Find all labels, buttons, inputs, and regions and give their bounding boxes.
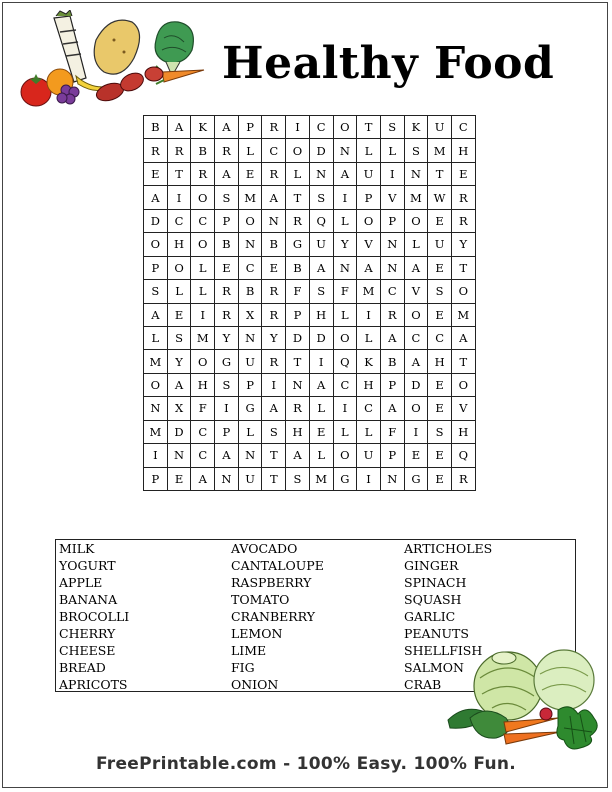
grid-cell: A xyxy=(380,326,404,349)
grid-cell: I xyxy=(357,467,381,490)
grid-cell: L xyxy=(286,162,310,185)
grid-cell: E xyxy=(167,467,191,490)
grid-cell: C xyxy=(404,326,428,349)
grid-cell: C xyxy=(262,139,286,162)
grid-cell: I xyxy=(333,397,357,420)
grid-cell: E xyxy=(238,162,262,185)
grid-cell: B xyxy=(380,350,404,373)
grid-cell: E xyxy=(262,256,286,279)
grid-cell: L xyxy=(238,139,262,162)
grid-cell: L xyxy=(309,397,333,420)
grid-cell: P xyxy=(144,467,168,490)
grid-cell: B xyxy=(144,116,168,139)
grid-cell: C xyxy=(191,209,215,232)
grid-row xyxy=(144,233,476,256)
grid-cell: K xyxy=(357,350,381,373)
word-list-item: BREAD xyxy=(59,660,106,675)
grid-cell: C xyxy=(333,373,357,396)
grid-cell: A xyxy=(167,373,191,396)
grid-cell: V xyxy=(404,280,428,303)
grid-cell: R xyxy=(215,303,239,326)
grid-cell: N xyxy=(404,162,428,185)
grid-cell: E xyxy=(167,303,191,326)
grid-cell: I xyxy=(144,444,168,467)
grid-cell: L xyxy=(357,420,381,443)
grid-cell: A xyxy=(167,116,191,139)
grid-cell: M xyxy=(451,303,475,326)
grid-cell: M xyxy=(357,280,381,303)
grid-cell: P xyxy=(238,373,262,396)
grid-cell: C xyxy=(191,444,215,467)
grid-cell: L xyxy=(357,326,381,349)
grid-cell: I xyxy=(357,303,381,326)
grid-cell: R xyxy=(215,139,239,162)
grid-cell: F xyxy=(191,397,215,420)
word-list-item: FIG xyxy=(231,660,255,675)
word-list-item: YOGURT xyxy=(59,558,116,573)
grid-cell: O xyxy=(191,350,215,373)
grid-cell: O xyxy=(404,209,428,232)
grid-cell: L xyxy=(191,256,215,279)
grid-cell: H xyxy=(451,420,475,443)
grid-cell: S xyxy=(309,280,333,303)
grid-cell: T xyxy=(262,444,286,467)
grid-cell: M xyxy=(144,420,168,443)
grid-cell: P xyxy=(357,186,381,209)
food-clipart-icon xyxy=(14,10,214,115)
grid-cell: V xyxy=(380,186,404,209)
word-list-item: LIME xyxy=(231,643,267,658)
word-list-item: TOMATO xyxy=(231,592,290,607)
grid-cell: O xyxy=(451,280,475,303)
grid-cell: E xyxy=(428,467,452,490)
grid-cell: P xyxy=(380,373,404,396)
grid-cell: B xyxy=(286,256,310,279)
grid-cell: G xyxy=(333,467,357,490)
grid-row xyxy=(144,162,476,185)
grid-cell: R xyxy=(451,186,475,209)
grid-cell: S xyxy=(380,116,404,139)
grid-cell: A xyxy=(357,256,381,279)
grid-cell: O xyxy=(357,209,381,232)
grid-cell: A xyxy=(191,467,215,490)
grid-cell: R xyxy=(286,209,310,232)
grid-cell: N xyxy=(262,209,286,232)
page-title: Healthy Food xyxy=(222,38,555,89)
grid-cell: T xyxy=(286,350,310,373)
word-list-item: CHERRY xyxy=(59,626,116,641)
grid-cell: L xyxy=(380,139,404,162)
grid-cell: C xyxy=(309,116,333,139)
grid-cell: A xyxy=(309,256,333,279)
grid-row xyxy=(144,139,476,162)
grid-cell: I xyxy=(309,350,333,373)
word-list-item: RASPBERRY xyxy=(231,575,312,590)
grid-cell: D xyxy=(144,209,168,232)
grid-cell: H xyxy=(191,373,215,396)
grid-cell: L xyxy=(333,303,357,326)
grid-cell: N xyxy=(238,326,262,349)
grid-cell: D xyxy=(286,326,310,349)
grid-cell: U xyxy=(238,467,262,490)
grid-cell: D xyxy=(309,139,333,162)
grid-cell: I xyxy=(404,420,428,443)
grid-cell: L xyxy=(167,280,191,303)
grid-cell: S xyxy=(144,280,168,303)
grid-cell: Y xyxy=(333,233,357,256)
grid-cell: B xyxy=(191,139,215,162)
grid-row xyxy=(144,209,476,232)
grid-cell: E xyxy=(309,420,333,443)
grid-cell: A xyxy=(215,162,239,185)
grid-cell: S xyxy=(309,186,333,209)
grid-cell: G xyxy=(286,233,310,256)
grid-cell: E xyxy=(428,209,452,232)
grid-cell: E xyxy=(428,303,452,326)
grid-cell: A xyxy=(262,186,286,209)
grid-cell: S xyxy=(167,326,191,349)
grid-cell: I xyxy=(286,116,310,139)
grid-cell: O xyxy=(333,444,357,467)
word-list-item: SHELLFISH xyxy=(404,643,483,658)
grid-cell: A xyxy=(404,350,428,373)
grid-cell: S xyxy=(404,139,428,162)
grid-cell: C xyxy=(380,280,404,303)
grid-cell: S xyxy=(286,467,310,490)
grid-row xyxy=(144,326,476,349)
grid-cell: N xyxy=(309,162,333,185)
grid-cell: T xyxy=(262,467,286,490)
grid-cell: T xyxy=(428,162,452,185)
word-list-item: ARTICHOLES xyxy=(404,541,493,556)
word-list-column-2 xyxy=(231,540,324,693)
grid-cell: U xyxy=(428,233,452,256)
grid-cell: B xyxy=(215,233,239,256)
grid-cell: H xyxy=(428,350,452,373)
grid-cell: O xyxy=(144,373,168,396)
grid-cell: U xyxy=(428,116,452,139)
grid-row xyxy=(144,373,476,396)
grid-row xyxy=(144,467,476,490)
grid-cell: R xyxy=(215,280,239,303)
grid-cell: R xyxy=(262,280,286,303)
grid-row xyxy=(144,444,476,467)
grid-cell: P xyxy=(215,420,239,443)
grid-cell: N xyxy=(215,467,239,490)
grid-cell: B xyxy=(262,233,286,256)
grid-cell: C xyxy=(451,116,475,139)
grid-cell: H xyxy=(309,303,333,326)
grid-cell: N xyxy=(144,397,168,420)
grid-cell: S xyxy=(428,280,452,303)
grid-cell: R xyxy=(286,397,310,420)
grid-cell: H xyxy=(357,373,381,396)
grid-cell: D xyxy=(404,373,428,396)
grid-cell: I xyxy=(333,186,357,209)
grid-cell: N xyxy=(333,139,357,162)
word-search-grid xyxy=(143,115,476,491)
grid-cell: O xyxy=(144,233,168,256)
word-list-item: CANTALOUPE xyxy=(231,558,324,573)
word-list-item: LEMON xyxy=(231,626,283,641)
grid-cell: F xyxy=(333,280,357,303)
grid-cell: C xyxy=(428,326,452,349)
grid-cell: Y xyxy=(451,233,475,256)
word-list-item: AVOCADO xyxy=(231,541,298,556)
word-list-item: ONION xyxy=(231,677,279,692)
grid-row xyxy=(144,116,476,139)
grid-cell: E xyxy=(144,162,168,185)
grid-cell: T xyxy=(451,350,475,373)
grid-cell: U xyxy=(357,444,381,467)
grid-cell: S xyxy=(215,186,239,209)
grid-cell: T xyxy=(286,186,310,209)
grid-row xyxy=(144,256,476,279)
grid-cell: X xyxy=(167,397,191,420)
grid-cell: P xyxy=(215,209,239,232)
grid-cell: S xyxy=(215,373,239,396)
grid-cell: L xyxy=(309,444,333,467)
grid-cell: I xyxy=(380,162,404,185)
grid-cell: E xyxy=(404,444,428,467)
grid-cell: L xyxy=(404,233,428,256)
footer-tagline: FreePrintable.com - 100% Easy. 100% Fun. xyxy=(95,754,517,774)
grid-cell: Y xyxy=(262,326,286,349)
grid-cell: E xyxy=(428,444,452,467)
grid-cell: O xyxy=(191,233,215,256)
grid-cell: E xyxy=(215,256,239,279)
grid-cell: N xyxy=(380,233,404,256)
grid-row xyxy=(144,420,476,443)
grid-cell: L xyxy=(357,139,381,162)
grid-cell: R xyxy=(451,467,475,490)
grid-cell: E xyxy=(451,162,475,185)
grid-cell: T xyxy=(451,256,475,279)
grid-row xyxy=(144,186,476,209)
grid-cell: N xyxy=(286,373,310,396)
grid-cell: Q xyxy=(451,444,475,467)
word-list-item: PEANUTS xyxy=(404,626,469,641)
grid-cell: D xyxy=(309,326,333,349)
grid-cell: B xyxy=(238,280,262,303)
word-list-item: BROCOLLI xyxy=(59,609,130,624)
grid-cell: C xyxy=(357,397,381,420)
grid-cell: R xyxy=(262,350,286,373)
grid-cell: O xyxy=(167,256,191,279)
grid-cell: C xyxy=(167,209,191,232)
grid-cell: O xyxy=(404,397,428,420)
grid-cell: L xyxy=(333,420,357,443)
grid-row xyxy=(144,280,476,303)
grid-cell: I xyxy=(167,186,191,209)
grid-cell: H xyxy=(451,139,475,162)
grid-cell: I xyxy=(262,373,286,396)
grid-cell: O xyxy=(404,303,428,326)
grid-cell: Y xyxy=(215,326,239,349)
grid-cell: R xyxy=(451,209,475,232)
grid-cell: M xyxy=(428,139,452,162)
grid-cell: R xyxy=(380,303,404,326)
grid-cell: T xyxy=(357,116,381,139)
grid-cell: T xyxy=(167,162,191,185)
grid-cell: A xyxy=(262,397,286,420)
grid-cell: A xyxy=(451,326,475,349)
word-list-item: SQUASH xyxy=(404,592,462,607)
grid-cell: R xyxy=(262,162,286,185)
grid-cell: E xyxy=(428,256,452,279)
grid-cell: R xyxy=(262,303,286,326)
grid-cell: N xyxy=(167,444,191,467)
grid-cell: I xyxy=(215,397,239,420)
grid-cell: A xyxy=(215,444,239,467)
grid-cell: O xyxy=(333,326,357,349)
grid-cell: L xyxy=(333,209,357,232)
grid-cell: A xyxy=(215,116,239,139)
grid-cell: V xyxy=(451,397,475,420)
grid-cell: A xyxy=(309,373,333,396)
grid-cell: P xyxy=(238,116,262,139)
grid-cell: L xyxy=(191,280,215,303)
grid-cell: M xyxy=(238,186,262,209)
grid-cell: O xyxy=(238,209,262,232)
grid-cell: Q xyxy=(333,350,357,373)
grid-cell: M xyxy=(191,326,215,349)
grid-cell: W xyxy=(428,186,452,209)
grid-cell: X xyxy=(238,303,262,326)
grid-cell: N xyxy=(380,256,404,279)
grid-cell: A xyxy=(380,397,404,420)
grid-cell: R xyxy=(191,162,215,185)
grid-cell: P xyxy=(380,209,404,232)
grid-cell: U xyxy=(238,350,262,373)
grid-cell: C xyxy=(191,420,215,443)
word-list-item: CHEESE xyxy=(59,643,116,658)
grid-cell: F xyxy=(286,280,310,303)
word-list-item: GINGER xyxy=(404,558,459,573)
grid-cell: N xyxy=(238,233,262,256)
grid-cell: C xyxy=(238,256,262,279)
grid-cell: G xyxy=(238,397,262,420)
grid-cell: L xyxy=(238,420,262,443)
grid-cell: F xyxy=(380,420,404,443)
grid-cell: P xyxy=(286,303,310,326)
word-list-item: CRANBERRY xyxy=(231,609,315,624)
grid-row xyxy=(144,350,476,373)
grid-cell: K xyxy=(404,116,428,139)
grid-cell: O xyxy=(286,139,310,162)
grid-cell: A xyxy=(144,303,168,326)
grid-cell: R xyxy=(262,116,286,139)
grid-cell: Q xyxy=(309,209,333,232)
word-list-item: APRICOTS xyxy=(59,677,128,692)
word-list-item: SALMON xyxy=(404,660,464,675)
word-list-item: BANANA xyxy=(59,592,118,607)
vegetable-clipart-icon xyxy=(446,648,602,754)
word-list-item: CRAB xyxy=(404,677,442,692)
grid-cell: A xyxy=(333,162,357,185)
grid-cell: R xyxy=(144,139,168,162)
grid-cell: G xyxy=(404,467,428,490)
grid-cell: Y xyxy=(167,350,191,373)
grid-cell: P xyxy=(144,256,168,279)
grid-cell: G xyxy=(215,350,239,373)
grid-cell: R xyxy=(167,139,191,162)
grid-cell: D xyxy=(167,420,191,443)
grid-cell: N xyxy=(380,467,404,490)
word-list-item: APPLE xyxy=(59,575,103,590)
word-list-item: SPINACH xyxy=(404,575,467,590)
grid-cell: S xyxy=(428,420,452,443)
grid-cell: O xyxy=(451,373,475,396)
grid-cell: M xyxy=(309,467,333,490)
grid-cell: I xyxy=(191,303,215,326)
word-list-item: MILK xyxy=(59,541,95,556)
word-list-column-1 xyxy=(59,540,129,693)
grid-cell: M xyxy=(144,350,168,373)
grid-cell: K xyxy=(191,116,215,139)
grid-cell: A xyxy=(144,186,168,209)
grid-cell: O xyxy=(333,116,357,139)
grid-cell: E xyxy=(428,373,452,396)
grid-cell: O xyxy=(191,186,215,209)
grid-cell: V xyxy=(357,233,381,256)
grid-row xyxy=(144,303,476,326)
grid-cell: N xyxy=(333,256,357,279)
grid-cell: H xyxy=(286,420,310,443)
grid-cell: A xyxy=(404,256,428,279)
grid-cell: M xyxy=(404,186,428,209)
word-list-item: GARLIC xyxy=(404,609,456,624)
grid-cell: A xyxy=(286,444,310,467)
grid-cell: N xyxy=(238,444,262,467)
grid-cell: U xyxy=(309,233,333,256)
grid-cell: E xyxy=(428,397,452,420)
grid-cell: L xyxy=(144,326,168,349)
grid-row xyxy=(144,397,476,420)
grid-cell: H xyxy=(167,233,191,256)
grid-cell: U xyxy=(357,162,381,185)
grid-cell: S xyxy=(262,420,286,443)
grid-cell: P xyxy=(380,444,404,467)
